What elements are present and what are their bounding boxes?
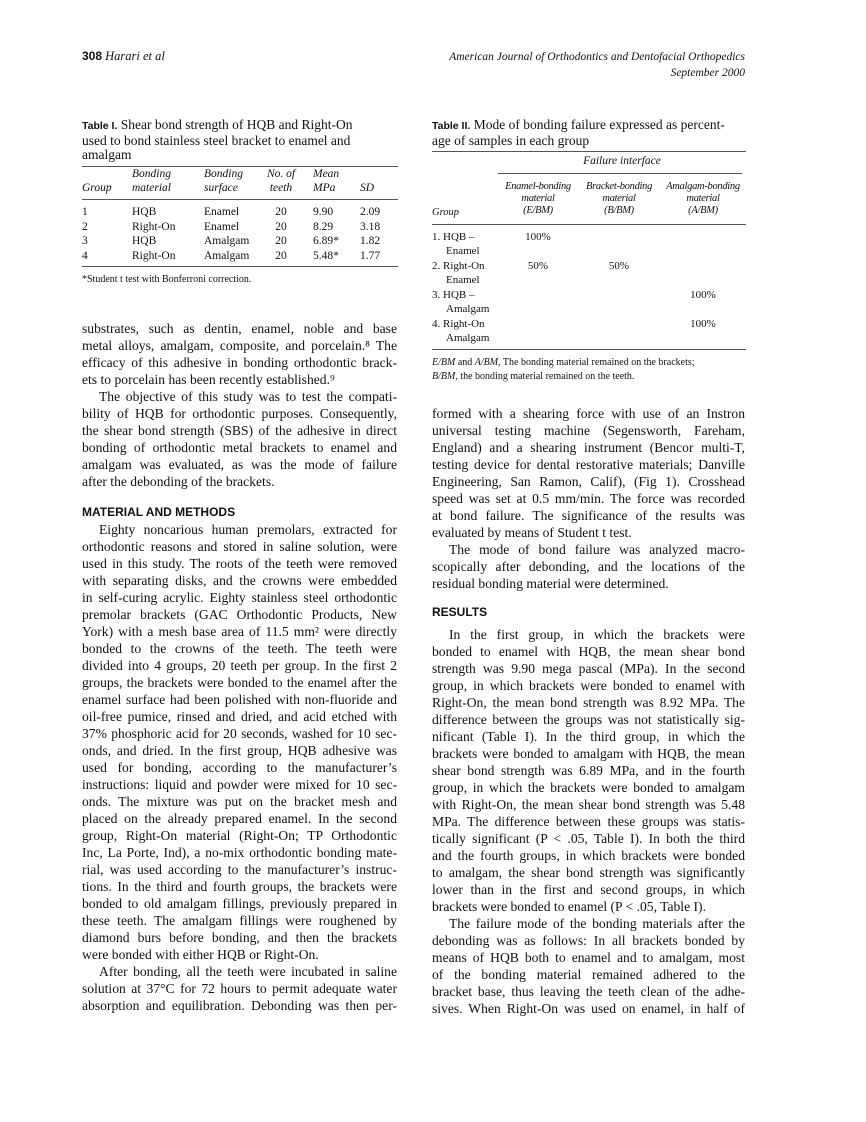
text-line: with Right-On, the mean shear bond strength was 5.48 [432, 797, 745, 812]
text-line: formed with a shearing force with use of an Instron [432, 406, 745, 421]
header-mean-2: MPa [313, 182, 336, 194]
text: and [455, 357, 475, 368]
text-line: In the first group, in which the brackets were [449, 627, 745, 642]
header-material-1: Bonding [132, 168, 171, 180]
table-1-caption [82, 118, 372, 163]
text-line: Engineering, San Ramon, Calif), (Fig 1). Crosshead [432, 474, 745, 489]
text-line: brackets were bonded to amalgam with HQB, the mean [432, 746, 745, 761]
cell-sd: 1.77 [360, 249, 381, 262]
text-line: orthodontic reasons and stored in saline solution, were [82, 539, 397, 554]
cell-ebm: 50% [527, 260, 549, 272]
text-line: groups, the brackets were bonded to the enamel after the [82, 675, 397, 690]
text-line: brackets were bonded to enamel (P < .05, Table I). [432, 899, 706, 914]
text-line: scopically after debonding, and the locations of the [432, 559, 745, 574]
header-group: Group [432, 207, 460, 218]
text-line: to amalgam, the shear bond strength was significantly [432, 865, 745, 880]
table-label: Table II. [432, 120, 471, 132]
column-header-line: Bracket-bonding [585, 181, 653, 192]
group-label: 3. HQB – [432, 289, 475, 301]
header-sd: SD [360, 182, 375, 194]
header-teeth-2: teeth [269, 182, 293, 194]
cell-material: Right-On [132, 220, 176, 233]
column-header-line: Enamel-bonding [505, 181, 571, 192]
text-line: residual bonding material were determined. [432, 576, 669, 591]
cell-teeth: 20 [275, 206, 287, 218]
text-line: bracket base, thus leaving the teeth clean of the adhe- [432, 984, 745, 999]
text-line: tically significant (P < .05, Table I). In both the third [432, 831, 745, 846]
text-line: Inc, La Porte, Ind), a no-mix orthodontic bonding mate- [82, 845, 397, 860]
text-line: efficacy of this adhesive in bonding orthodontic brack- [82, 355, 397, 370]
cell-surface: Amalgam [204, 235, 250, 247]
journal-name: American Journal of Orthodontics and Dentofacial Orthopedics [449, 51, 745, 63]
text-line: onds. The mixture was put on the bracket mesh and [82, 794, 397, 809]
text-line: diamond burs before bonding, and then the brackets [82, 930, 397, 945]
text-line: and the fourth groups, in which brackets were bonded [432, 848, 745, 863]
cell-teeth: 20 [275, 235, 287, 247]
text: The bonding material remained on the brackets; [500, 357, 695, 368]
paragraph [432, 405, 745, 541]
text-line: bonding of orthodontic metal brackets to enamel and [82, 440, 397, 455]
cell-ebm: 100% [525, 231, 551, 243]
left-text-column [82, 320, 397, 1014]
authors: Harari et al [105, 49, 165, 63]
text-line: used in this study. The roots of the teeth were removed [82, 556, 397, 571]
text-line: amalgam was evaluated, as was the mode of failure [82, 457, 397, 472]
cell-material: HQB [132, 235, 157, 247]
table-2-caption [432, 118, 746, 148]
text-line: The mode of bond failure was analyzed macro- [449, 542, 745, 557]
rule [498, 173, 742, 174]
section-heading: MATERIAL AND METHODS [82, 505, 236, 519]
rule [82, 166, 398, 167]
header-surface-2: surface [204, 182, 238, 194]
header-mean-1: Mean [313, 168, 340, 180]
table-2-footnote-2 [432, 370, 634, 384]
cell-group: 4 [82, 249, 88, 262]
column-header-line: (A/BM) [688, 205, 718, 216]
cell-abm: 100% [690, 318, 716, 330]
text-line: MPa. The difference between these groups was statis- [432, 814, 745, 829]
text-line: evaluated by means of Student t test. [432, 525, 632, 540]
paragraph [432, 541, 745, 592]
table-1-footnote: *Student t test with Bonferroni correction. [82, 274, 252, 285]
text-line: premolar brackets (GAC Orthodontic Products, New [82, 607, 397, 622]
text-line: solution at 37°C for 72 hours to permit adequate water [82, 981, 397, 996]
text-line: rial, was used according to the manufacturer’s instruc- [82, 862, 397, 877]
text-line: nificant (Table I). In the third group, in which the [432, 729, 745, 744]
group-label: 2. Right-On [432, 260, 485, 272]
column-header-line: Amalgam-bonding [666, 181, 740, 192]
cell-teeth: 20 [275, 220, 287, 233]
text-line: means of HQB both to enamel and to amalgam, most [432, 950, 745, 965]
text-line: absorption and equilibration. Debonding was then per- [82, 998, 397, 1013]
cell-group: 3 [82, 235, 88, 247]
column-header-line: (E/BM) [523, 205, 553, 216]
rule [432, 151, 746, 152]
cell-mean: 8.29 [313, 220, 334, 233]
abbr: A/BM, [474, 357, 501, 368]
caption-text: Mode of bonding failure expressed as percent- [473, 117, 725, 132]
text-line: shear bond strength was 6.89 MPa, and in the fourth [432, 763, 745, 778]
text-line: sives. When Right-On was used on enamel, in half of [432, 1001, 745, 1016]
cell-material: Right-On [132, 249, 176, 262]
header-surface-1: Bonding [204, 168, 243, 180]
text-line: after the debonding of the brackets. [82, 474, 275, 489]
text-line: Right-On, the mean bond strength was 8.92 MPa. The [432, 695, 745, 710]
paragraph [432, 915, 745, 1017]
text-line: were bonded with either HQB or Right-On. [82, 947, 319, 962]
header-teeth-1: No. of [266, 168, 296, 180]
group-label: 4. Right-On [432, 318, 485, 330]
cell-material: HQB [132, 206, 157, 218]
cell-abm: 100% [690, 289, 716, 301]
text-line: in self-curing acrylic. Eighty stainless steel orthodontic [82, 590, 397, 605]
cell-surface: Amalgam [204, 249, 250, 262]
text-line: ets to porcelain has been recently established.⁹ [82, 372, 335, 387]
table-label: Table I. [82, 120, 118, 132]
text-line: divided into 4 groups, 20 teeth per group. In the first 2 [82, 658, 397, 673]
cell-sd: 2.09 [360, 206, 381, 218]
cell-mean: 6.89* [313, 235, 339, 247]
text-line: York) with a mesh base area of 11.5 mm² were directly [82, 624, 397, 639]
text-line: onds, and dried. In the first group, HQB adhesive was [82, 743, 397, 758]
abbr: E/BM [432, 357, 456, 368]
cell-surface: Enamel [204, 206, 240, 218]
text: the bonding material remained on the teeth. [457, 371, 635, 382]
text-line: with separating disks, and the crowns were embedded [82, 573, 397, 588]
text-line: lower than in the first and second groups, in which [432, 882, 745, 897]
text-line: used for bonding, according to the manufacturer’s [82, 760, 397, 775]
cell-teeth: 20 [275, 249, 287, 262]
column-header-line: (B/BM) [604, 205, 634, 216]
abbr: B/BM, [432, 371, 458, 382]
text-line: The objective of this study was to test the compati- [99, 389, 397, 404]
section-heading: RESULTS [432, 605, 488, 619]
rule [82, 266, 398, 267]
rule [82, 199, 398, 200]
text-line: substrates, such as dentin, enamel, noble and base [82, 321, 397, 336]
text-line: debonding was as follows: In all brackets bonded by [432, 933, 745, 948]
cell-mean: 5.48* [313, 249, 339, 262]
group-label: 1. HQB – [432, 231, 475, 243]
text-line: of the bonding material remained adhered to the [432, 967, 745, 982]
text-line: enamel surface had been polished with non-fluoride and [82, 692, 397, 707]
text-line: metal alloys, amalgam, composite, and porcelain.⁸ The [82, 338, 397, 353]
text-line: After bonding, all the teeth were incubated in saline [99, 964, 397, 979]
text-line: The failure mode of the bonding materials after the [449, 916, 745, 931]
text-line: 37% phosphoric acid for 20 seconds, washed for 10 sec- [82, 726, 397, 741]
rule [432, 224, 746, 225]
page-number: 308 [82, 49, 103, 63]
paragraph [82, 320, 397, 388]
text-line: difference between the groups was not statistically sig- [432, 712, 745, 727]
caption-text: Shear bond strength of HQB and Right-On used to bond stainless steel bracket to enamel and amalgam [82, 117, 353, 162]
text-line: bonded to enamel with HQB, the mean shear bond [432, 644, 745, 659]
cell-surface: Enamel [204, 220, 240, 233]
header-group: Group [82, 182, 112, 194]
cell-bbm: 50% [608, 260, 630, 272]
text-line: bonded to the crowns of the teeth. The teeth were [82, 641, 397, 656]
rule [432, 349, 746, 350]
text-line: the shear bond strength (SBS) of the adhesive in direct [82, 423, 397, 438]
text-line: these teeth. The amalgam fillings were roughened by [82, 913, 397, 928]
text-line: testing device for dental restorative materials; Danville [432, 457, 745, 472]
table-2-footnote-1 [432, 356, 695, 370]
paragraph [432, 626, 745, 915]
group-label-cont: Enamel [446, 245, 480, 257]
group-label-cont: Amalgam [446, 332, 490, 344]
right-text-column [432, 405, 745, 1017]
text-line: group, in which the brackets were bonded to amalgam [432, 780, 745, 795]
paragraph [82, 963, 397, 1014]
text-line: speed was set at 0.5 mm/min. The force was recorded [432, 491, 745, 506]
text-line: tions. In the third and fourth groups, the brackets were [82, 879, 397, 894]
cell-sd: 1.82 [360, 235, 381, 247]
spanner-failure-interface: Failure interface [583, 155, 661, 167]
cell-group: 2 [82, 220, 88, 233]
header-material-2: material [132, 182, 171, 194]
text-line: Eighty noncarious human premolars, extracted for [99, 522, 397, 537]
paragraph [82, 388, 397, 490]
column-header-line: material [602, 193, 636, 204]
text-line: bonded to old amalgam fillings, previously prepared in [82, 896, 397, 911]
text-line: instructions: liquid and powder were mixed for 10 sec- [82, 777, 397, 792]
paragraph [82, 521, 397, 963]
group-label-cont: Amalgam [446, 303, 490, 315]
caption-text: age of samples in each group [432, 132, 590, 148]
text-line: at bond failure. The significance of the results was [432, 508, 745, 523]
text-line: oil-free pumice, rinsed and dried, and acid etched with [82, 709, 397, 724]
text-line: group, Right-On material (Right-On; TP Orthodontic [82, 828, 397, 843]
cell-sd: 3.18 [360, 220, 381, 233]
text-line: universal testing machine (Segensworth, Fareham, [432, 423, 745, 438]
column-header-line: material [521, 193, 555, 204]
table-1 [82, 0, 398, 300]
table-2 [432, 0, 746, 390]
issue-date: September 2000 [670, 67, 745, 79]
text-line: strength was 9.90 mega pascal (MPa). In the second [432, 661, 745, 676]
text-line: group, in which brackets were bonded to enamel with [432, 678, 745, 693]
group-label-cont: Enamel [446, 274, 480, 286]
cell-group: 1 [82, 206, 88, 218]
cell-mean: 9.90 [313, 206, 334, 218]
text-line: bility of HQB for orthodontic purposes. Consequently, [82, 406, 397, 421]
text-line: England) and a shearing instrument (Bencor multi-T, [432, 440, 745, 455]
text-line: placed on the already prepared enamel. In the second [82, 811, 397, 826]
column-header-line: material [686, 193, 720, 204]
